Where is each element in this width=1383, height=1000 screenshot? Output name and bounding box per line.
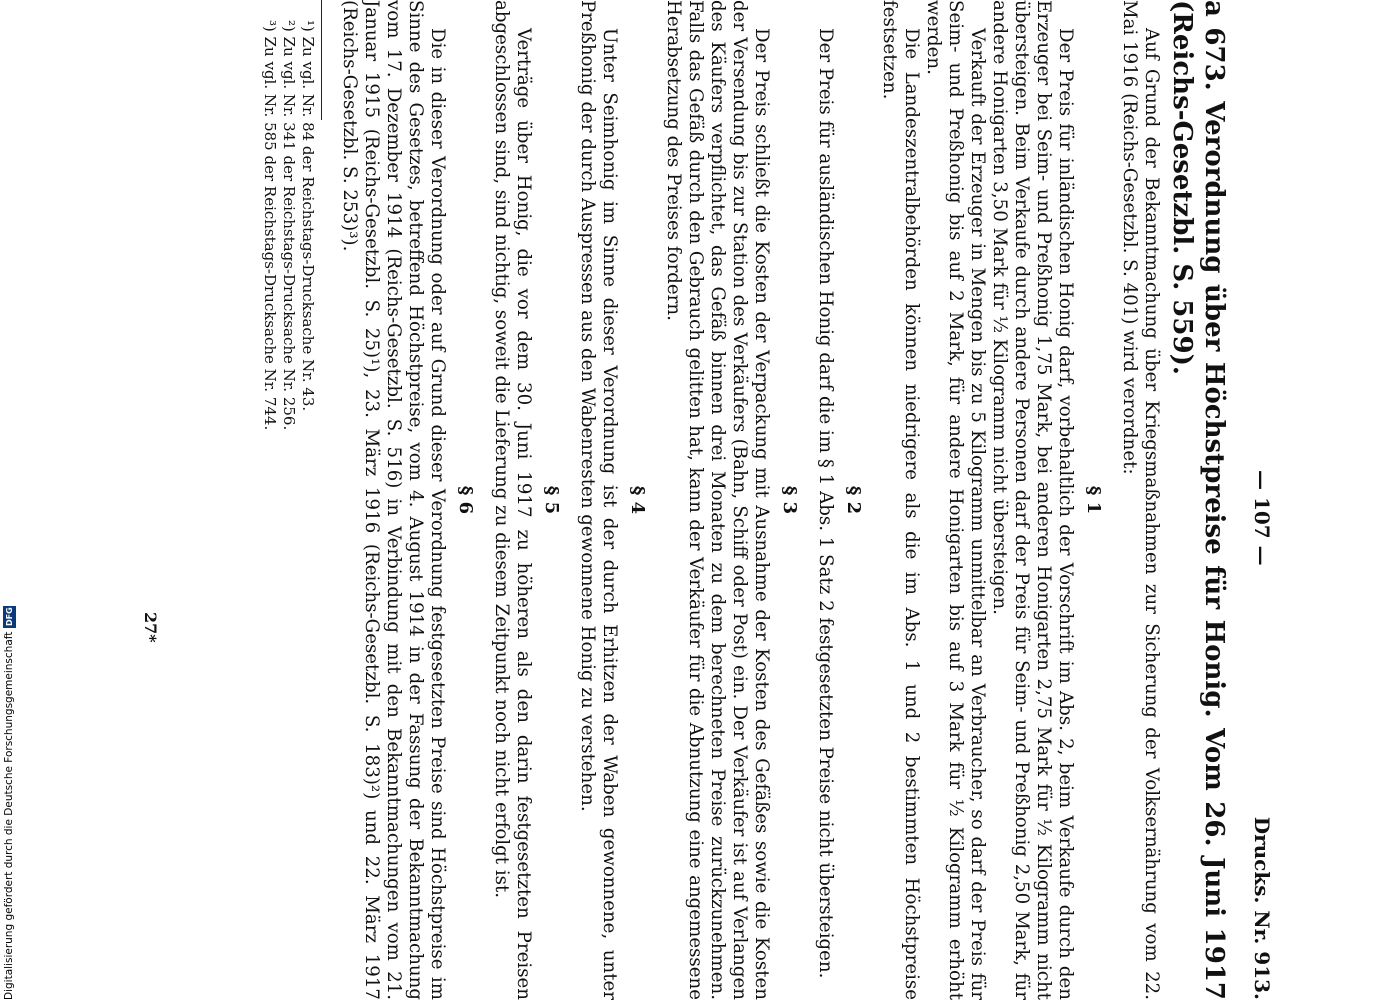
- footnotes-container: [260, 0, 317, 1000]
- ordinance-title: a 673. Verordnung über Höchstpreise für Honig. Vom 26. Juni 1917 (Reichs-Gesetzbl. S. 559).: [1167, 0, 1229, 1000]
- ordinance-body: [260, 0, 1162, 1000]
- section-paragraph: Der Preis für ausländischen Honig darf die im § 1 Abs. 1 Satz 2 festgesetzten Preise nicht übersteigen.: [815, 28, 836, 979]
- footnote: ²) Zu vgl. Nr. 341 der Reichstags-Drucksache Nr. 256.: [280, 20, 298, 431]
- section-heading: § 1: [1083, 485, 1104, 515]
- credit-text: Digitalisierung gefördert durch die Deutsche Forschungsgemeinschaft: [3, 631, 15, 1000]
- section-heading: § 6: [455, 485, 476, 515]
- dfg-logo: DFG: [4, 607, 14, 626]
- section-paragraph: Die in dieser Verordnung oder auf Grund dieser Verordnung festgesetzten Preise sind Höchstpreise im Sinne des Gesetzes, betreffend Höchstpreise, vom 4. August 1914 in der Fassung der Bekanntmachung vom 17. Dezember 1914 (Reichs-Gesetzbl. S. 516) in Verbindung mit den Bekanntmachungen vom 21. Januar 1915 (Reichs-Gesetzbl. S. 25)¹), 23. März 1916 (Reichs-Gesetzbl. S. 183)²) und 22. März 1917 (Reichs-Gesetzbl. S. 253)³).: [339, 0, 448, 1000]
- section-heading: § 4: [627, 485, 648, 515]
- section-paragraph: Der Preis schließt die Kosten der Verpackung mit Ausnahme der Kosten des Gefäßes sowie die Kosten der Versendung bis zur Station des Verkäufers (Bahn, Schiff oder Post) ein. Der Verkäufer ist auf Verlangen des Käufers verpflichtet, das Gefäß binnen drei Monaten zu dem berechneten Preise zurückzunehmen. Falls das Gefäß durch den Gebrauch gelitten hat, kann der Verkäufer für die Abnutzung eine angemessene Herabsetzung des Preises fordern.: [663, 0, 772, 1000]
- section-heading: § 5: [541, 485, 562, 515]
- section-paragraph: Die Landeszentralbehörden können niedrigere als die im Abs. 1 und 2 bestimmten Höchstpreise festsetzen.: [879, 0, 922, 1000]
- page-number: — 107 —: [1250, 470, 1274, 566]
- footnote-rule: [321, 0, 322, 120]
- footnote: ¹) Zu vgl. Nr. 84 der Reichstags-Drucksache Nr. 43.: [299, 20, 317, 412]
- intro-paragraph: Auf Grund der Bekanntmachung über Kriegsmaßnahmen zur Sicherung der Volksernährung vom 22. Mai 1916 (Reichs-Gesetzbl. S. 401) wird verordnet:: [1119, 0, 1162, 1000]
- page-header: [1240, 0, 1280, 1000]
- drucksache-number: Drucks. Nr. 913.: [1250, 816, 1274, 1000]
- section-heading: § 2: [843, 485, 864, 515]
- section-paragraph: Der Preis für inländischen Honig darf, vorbehaltlich der Vorschrift im Abs. 2, beim Verkaufe durch den Erzeuger bei Seim- und Preßhonig 1,75 Mark, bei anderen Honigarten 2,75 Mark für ½ Kilogramm nicht übersteigen. Beim Verkaufe durch andere Personen darf der Preis für Seim- und Preßhonig 2,50 Mark, für andere Honigarten 3,50 Mark für ½ Kilogramm nicht übersteigen.: [989, 0, 1076, 1000]
- section-paragraph: Unter Seimhonig im Sinne dieser Verordnung ist der durch Erhitzen der Waben gewonnene, unter Preßhonig der durch Auspressen aus den Wabenresten gewonnene Honig zu verstehen.: [577, 0, 620, 1000]
- sections-container: [338, 0, 1104, 1000]
- page-footer: 27*: [141, 612, 160, 643]
- rotated-document: [120, 0, 1280, 1000]
- footnote: ³) Zu vgl. Nr. 585 der Reichstags-Drucksache Nr. 744.: [261, 20, 279, 431]
- section-heading: § 3: [779, 485, 800, 515]
- section-paragraph: Verträge über Honig, die vor dem 30. Juni 1917 zu höheren als den darin festgesetzten Preisen abgeschlossen sind, sind nichtig, soweit die Lieferung zu diesem Zeitpunkt noch nicht erfolgt ist.: [491, 0, 534, 1000]
- side-credit: [0, 600, 18, 1000]
- section-paragraph: Verkauft der Erzeuger in Mengen bis zu 5 Kilogramm unmittelbar an Verbraucher, so darf der Preis für Seim- und Preßhonig bis auf 2 Mark, für andere Honigarten bis auf 3 Mark für ½ Kilogramm erhöht werden.: [923, 0, 988, 1000]
